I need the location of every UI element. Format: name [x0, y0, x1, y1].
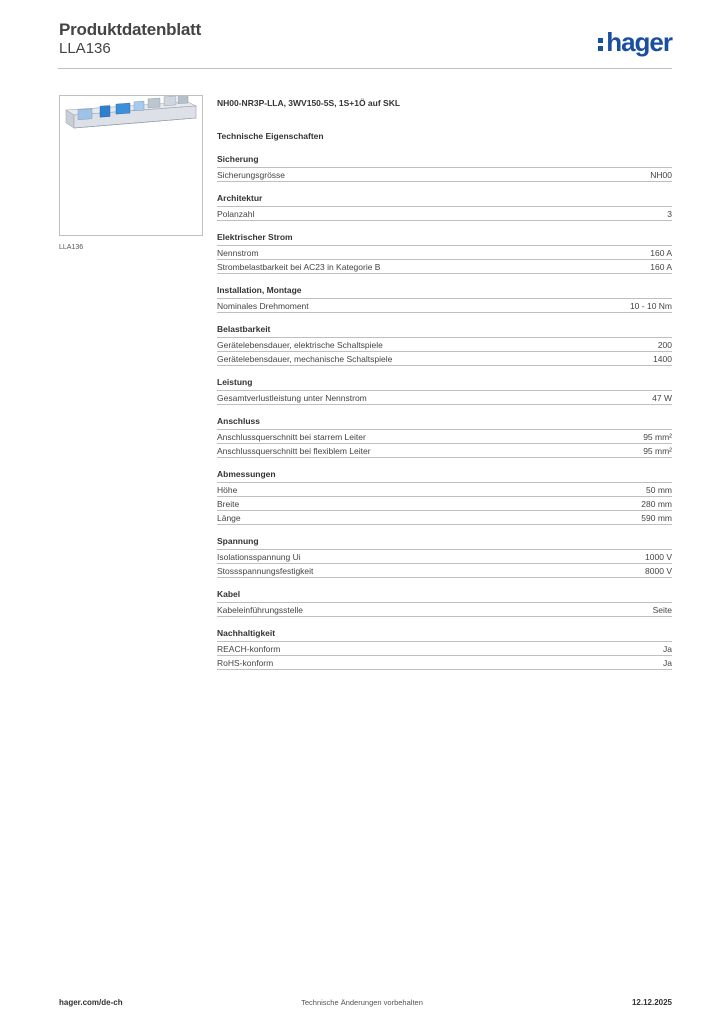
footer-note: Technische Änderungen vorbehalten: [301, 998, 423, 1007]
spec-row: [217, 564, 672, 578]
spec-label: Anschlussquerschnitt bei starrem Leiter: [217, 432, 366, 442]
spec-row: [217, 511, 672, 525]
spec-row: [217, 168, 672, 182]
spec-section: [217, 533, 672, 578]
section-title: Installation, Montage: [217, 282, 672, 299]
spec-value: 160 A: [650, 248, 672, 258]
product-image: [59, 95, 203, 236]
spec-row: [217, 603, 672, 617]
spec-section: [217, 229, 672, 274]
spec-label: REACH-konform: [217, 644, 281, 654]
spec-section: [217, 413, 672, 458]
tech-properties-title: Technische Eigenschaften: [217, 131, 324, 141]
spec-label: Gerätelebensdauer, elektrische Schaltspiele: [217, 340, 383, 350]
spec-label: Strombelastbarkeit bei AC23 in Kategorie B: [217, 262, 381, 272]
spec-row: [217, 550, 672, 564]
spec-value: 95 mm²: [643, 446, 672, 456]
spec-content: [217, 95, 672, 670]
section-title: Nachhaltigkeit: [217, 625, 672, 642]
spec-row: [217, 246, 672, 260]
spec-row: [217, 656, 672, 670]
spec-label: Isolationsspannung Ui: [217, 552, 301, 562]
product-name: NH00-NR3P-LLA, 3WV150-5S, 1S+1Ö auf SKL: [217, 98, 401, 108]
spec-value: 590 mm: [641, 513, 672, 523]
section-title: Abmessungen: [217, 466, 672, 483]
spec-label: Gerätelebensdauer, mechanische Schaltspiele: [217, 354, 393, 364]
spec-value: NH00: [650, 170, 672, 180]
spec-value: 95 mm²: [643, 432, 672, 442]
spec-row: [217, 352, 672, 366]
spec-row: [217, 642, 672, 656]
header-divider: [58, 68, 672, 69]
spec-section: [217, 190, 672, 221]
spec-value: 160 A: [650, 262, 672, 272]
spec-row: [217, 299, 672, 313]
spec-value: 47 W: [652, 393, 672, 403]
spec-section: [217, 625, 672, 670]
spec-row: [217, 444, 672, 458]
page-subtitle: LLA136: [59, 40, 111, 57]
spec-value: 50 mm: [646, 485, 672, 495]
section-title: Elektrischer Strom: [217, 229, 672, 246]
spec-value: 1400: [653, 354, 672, 364]
spec-label: Anschlussquerschnitt bei flexiblem Leiter: [217, 446, 371, 456]
spec-label: Länge: [217, 513, 241, 523]
spec-row: [217, 497, 672, 511]
spec-label: Höhe: [217, 485, 238, 495]
spec-value: 8000 V: [645, 566, 672, 576]
section-title: Spannung: [217, 533, 672, 550]
fuse-switch-illustration: [60, 96, 202, 235]
footer-date: 12.12.2025: [631, 998, 672, 1007]
spec-value: 3: [667, 209, 672, 219]
spec-section: [217, 151, 672, 182]
section-title: Anschluss: [217, 413, 672, 430]
spec-row: [217, 207, 672, 221]
spec-row: [217, 391, 672, 405]
spec-section: [217, 586, 672, 617]
spec-label: Polanzahl: [217, 209, 255, 219]
spec-label: Gesamtverlustleistung unter Nennstrom: [217, 393, 367, 403]
spec-section: [217, 282, 672, 313]
spec-value: Ja: [663, 658, 672, 668]
image-caption: LLA136: [59, 244, 84, 251]
spec-row: [217, 338, 672, 352]
spec-value: 10 - 10 Nm: [629, 301, 672, 311]
spec-label: Nominales Drehmoment: [217, 301, 309, 311]
footer-url[interactable]: hager.com/de-ch: [59, 998, 123, 1007]
hager-logo: [598, 27, 672, 58]
spec-value: 200: [657, 340, 672, 350]
spec-section: [217, 466, 672, 525]
spec-row: [217, 483, 672, 497]
spec-value: Ja: [663, 644, 672, 654]
spec-label: Breite: [217, 499, 240, 509]
spec-section: [217, 374, 672, 405]
spec-label: Nennstrom: [217, 248, 259, 258]
spec-value: 280 mm: [641, 499, 672, 509]
spec-value: Seite: [652, 605, 672, 615]
section-title: Sicherung: [217, 151, 672, 168]
spec-section: [217, 321, 672, 366]
section-title: Belastbarkeit: [217, 321, 672, 338]
spec-row: [217, 430, 672, 444]
logo-mark-icon: [598, 35, 604, 52]
spec-label: Stossspannungsfestigkeit: [217, 566, 314, 576]
spec-label: Sicherungsgrösse: [217, 170, 286, 180]
section-title: Leistung: [217, 374, 672, 391]
section-title: Kabel: [217, 586, 672, 603]
page-title: Produktdatenblatt: [59, 20, 202, 39]
spec-label: Kabeleinführungsstelle: [217, 605, 304, 615]
spec-row: [217, 260, 672, 274]
logo-text: hager: [606, 27, 672, 57]
spec-label: RoHS-konform: [217, 658, 274, 668]
spec-value: 1000 V: [645, 552, 672, 562]
section-title: Architektur: [217, 190, 672, 207]
